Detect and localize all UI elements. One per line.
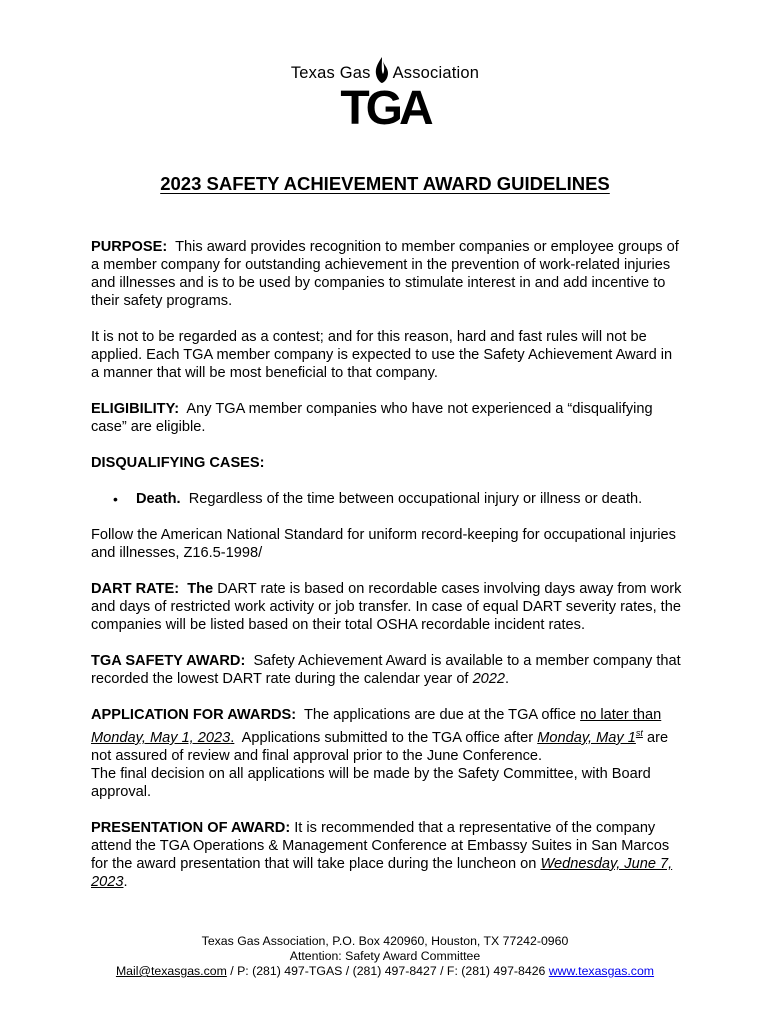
standard-note: Follow the American National Standard for uniform record-keeping for occupational injuries and illnesses, Z16.5-1998/ <box>91 527 676 561</box>
presentation-section <box>91 819 683 891</box>
footer-address: Texas Gas Association, P.O. Box 420960, Houston, TX 77242-0960 <box>201 934 569 948</box>
eligibility-label: ELIGIBILITY: <box>91 401 180 417</box>
application-text-4: The final decision on all applications will be made by the Safety Committee, with Board approval. <box>91 765 651 800</box>
association-name-left: Texas Gas <box>290 64 371 82</box>
footer-attention: Attention: Safety Award Committee <box>289 949 481 963</box>
page-title: 2023 SAFETY ACHIEVEMENT AWARD GUIDELINES <box>160 173 610 194</box>
association-name-right: Association <box>392 64 480 82</box>
list-item <box>91 490 683 508</box>
presentation-text: It is recommended that a representative of the company attend the TGA Operations & Management Conference at Embassy Suites in San Marcos for the award presentation that will take place during the luncheon on <box>91 819 670 872</box>
purpose-text: This award provides recognition to member companies or employee groups of a member company for outstanding achievement in the prevention of work-related injuries and illnesses and is to be used by companies to stimulate interest in and add incentive to their safety programs. <box>91 239 679 309</box>
safety-award-end: . <box>505 671 510 687</box>
safety-award-label: TGA SAFETY AWARD: <box>91 653 246 669</box>
dart-text: DART rate is based on recordable cases involving days away from work and days of restricted work activity or job transfer. In case of equal DART severity rates, the companies will be listed based on their total OSHA recordable incident rates. <box>91 581 682 633</box>
tga-logo <box>0 57 770 130</box>
footer-contact <box>0 964 770 979</box>
safety-award-section <box>91 652 683 688</box>
application-text-2: Applications submitted to the TGA office after <box>241 729 534 746</box>
safety-award-year: 2022 <box>472 671 506 687</box>
dart-lead: The <box>187 581 214 597</box>
disqualifying-label: DISQUALIFYING CASES: <box>91 455 265 471</box>
eligibility-text: Any TGA member companies who have not experienced a “disqualifying case” are eligible. <box>91 401 653 435</box>
application-after-date: Monday, May 1 <box>537 729 636 746</box>
email-link[interactable]: Mail@texasgas.com <box>115 964 227 978</box>
death-label: Death. <box>136 491 181 507</box>
application-deadline-date: Monday, May 1, 2023 <box>91 729 231 746</box>
footer-phones: / P: (281) 497-TGAS / (281) 497-8427 / F: (281) 497-8426 <box>226 964 549 978</box>
guidelines-body <box>91 238 683 909</box>
application-deadline-dot: . <box>230 729 235 746</box>
flame-icon <box>375 57 389 83</box>
application-after-sup: st <box>635 728 643 738</box>
tga-wordmark <box>332 84 438 130</box>
disqualifying-heading <box>91 454 683 472</box>
presentation-date: Wednesday, June 7, 2023 <box>91 855 673 890</box>
purpose-section <box>91 238 683 310</box>
footer <box>0 934 770 979</box>
eligibility-section <box>91 400 683 436</box>
contest-note: It is not to be regarded as a contest; and for this reason, hard and fast rules will not be applied. Each TGA member company is expected to use the Safety Achievement Award in a manner that will be most beneficial to that company. <box>91 329 673 381</box>
presentation-label: PRESENTATION OF AWARD: <box>91 819 291 836</box>
bullet-icon: • <box>113 491 118 507</box>
website-link[interactable]: www.texasgas.com <box>548 964 655 978</box>
death-text: Regardless of the time between occupational injury or illness or death. <box>188 491 643 507</box>
application-text-3: are not assured of review and final approval prior to the June Conference. <box>91 729 669 764</box>
application-deadline-u: no later than <box>580 707 662 723</box>
application-section <box>91 706 683 801</box>
dart-label: DART RATE: <box>91 581 180 597</box>
application-label: APPLICATION FOR AWARDS: <box>91 707 297 723</box>
application-text-1: The applications are due at the TGA office <box>303 707 577 723</box>
purpose-label: PURPOSE: <box>91 239 168 255</box>
dart-section <box>91 580 683 634</box>
tga-wordmark-text: TGA <box>340 84 430 130</box>
association-name <box>291 57 479 83</box>
presentation-end: . <box>123 873 128 890</box>
safety-award-text: Safety Achievement Award is available to a member company that recorded the lowest DART rate during the calendar year of <box>91 653 681 687</box>
